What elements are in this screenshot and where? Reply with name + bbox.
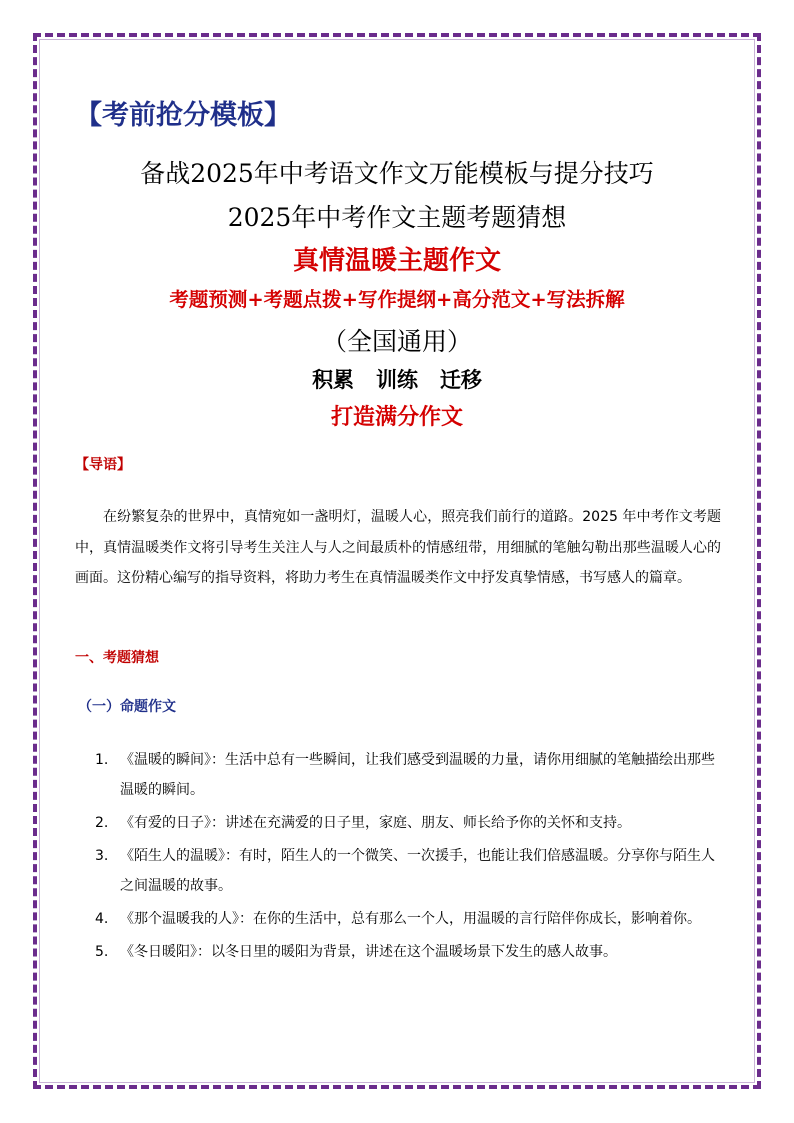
list-item-text: 《那个温暖我的人》：在你的生活中，总有那么一个人，用温暖的言行陪伴你成长，影响着你。 <box>120 911 701 927</box>
section-heading: 一、考题猜想 <box>75 650 159 666</box>
list-item <box>95 937 721 967</box>
list-item <box>95 808 721 838</box>
subsection-heading: （一）命题作文 <box>78 699 176 715</box>
list-item-number: 2. <box>95 815 109 831</box>
topic-title: 真情温暖主题作文 <box>292 246 501 276</box>
list-item-text: 《温暖的瞬间》：生活中总有一些瞬间，让我们感受到温暖的力量，请你用细腻的笔触描绘出那些温暖的瞬间。 <box>120 752 715 798</box>
goal-line: 打造满分作文 <box>330 404 463 430</box>
template-tag: 【考前抢分模板】 <box>75 100 291 131</box>
intro-label: 【导语】 <box>75 457 131 473</box>
list-item <box>95 745 721 805</box>
list-item <box>95 904 721 934</box>
list-item <box>95 841 721 901</box>
intro-paragraph: 在纷繁复杂的世界中，真情宛如一盏明灯，温暖人心，照亮我们前行的道路。2025 年中考作文考题中，真情温暖类作文将引导考生关注人与人之间最质朴的情感纽带，用细腻的笔触勾勒出那些温暖人心的画面。这份精心编写的指导资料，将助力考生在真情温暖类作文中抒发真挚情感，书写感人的篇章。 <box>75 509 721 586</box>
list-item-text: 《冬日暖阳》：以冬日里的暖阳为背景，讲述在这个温暖场景下发生的感人故事。 <box>120 944 617 960</box>
keywords-line: 积累 训练 迁移 <box>312 367 482 392</box>
list-item-number: 3. <box>95 848 109 864</box>
list-item-number: 5. <box>95 944 109 960</box>
list-item-number: 4. <box>95 911 109 927</box>
topic-list <box>95 745 721 970</box>
list-item-text: 《陌生人的温暖》：有时，陌生人的一个微笑、一次援手，也能让我们倍感温暖。分享你与陌生人之间温暖的故事。 <box>120 848 715 894</box>
sub-title: 2025年中考作文主题考题猜想 <box>227 203 567 232</box>
main-title: 备战2025年中考语文作文万能模板与提分技巧 <box>140 159 654 188</box>
sections-line: 考题预测+考题点拨+写作提纲+高分范文+写法拆解 <box>169 288 625 311</box>
list-item-text: 《有爱的日子》：讲述在充满爱的日子里，家庭、朋友、师长给予你的关怀和支持。 <box>120 815 631 831</box>
list-item-number: 1. <box>95 752 109 768</box>
scope-label: （全国通用） <box>321 327 472 356</box>
